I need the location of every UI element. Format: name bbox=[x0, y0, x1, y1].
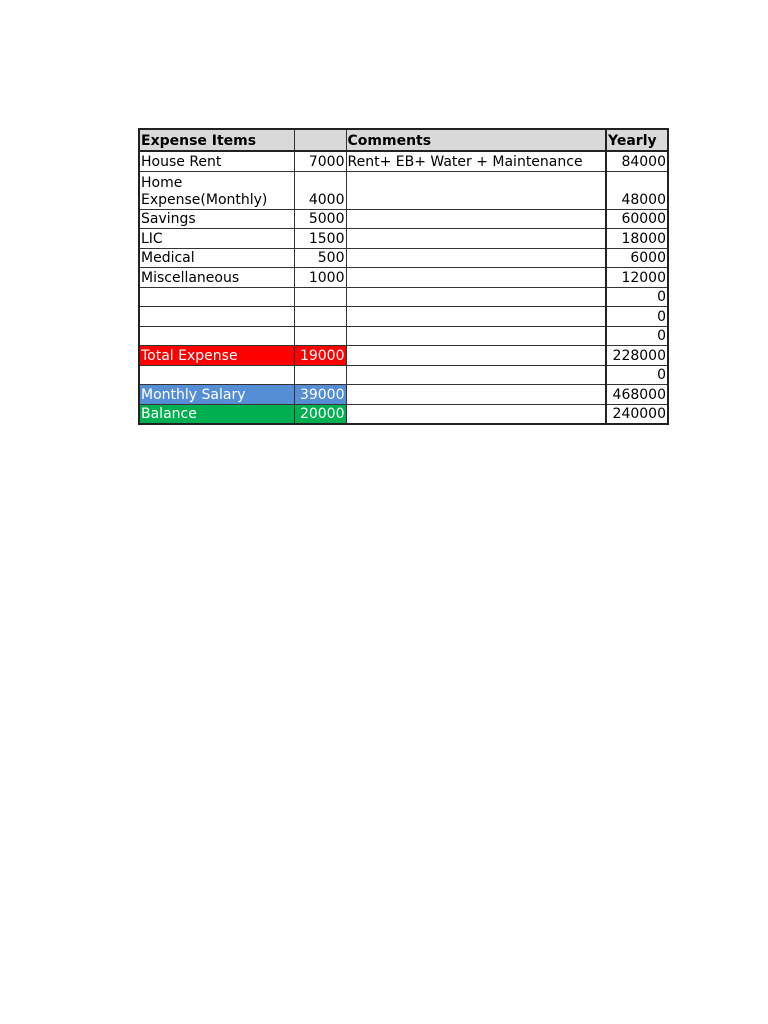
cell-yearly[interactable]: 6000 bbox=[606, 248, 668, 268]
cell-item[interactable]: House Rent bbox=[139, 151, 294, 171]
cell-comment[interactable] bbox=[346, 209, 606, 229]
cell-comment[interactable] bbox=[346, 307, 606, 327]
table-row bbox=[139, 171, 668, 209]
table-row bbox=[139, 307, 668, 327]
cell-amount[interactable]: 5000 bbox=[294, 209, 346, 229]
cell-yearly[interactable]: 0 bbox=[606, 307, 668, 327]
cell-amount[interactable]: 1500 bbox=[294, 229, 346, 249]
total-expense-row bbox=[139, 346, 668, 366]
cell-comment[interactable] bbox=[346, 248, 606, 268]
cell-amount[interactable] bbox=[294, 365, 346, 385]
cell-comment[interactable] bbox=[346, 268, 606, 288]
header-yearly[interactable]: Yearly bbox=[606, 129, 668, 151]
monthly-salary-amount[interactable]: 39000 bbox=[294, 385, 346, 405]
balance-row bbox=[139, 404, 668, 424]
cell-amount[interactable] bbox=[294, 287, 346, 307]
monthly-salary-label[interactable]: Monthly Salary bbox=[139, 385, 294, 405]
total-expense-label[interactable]: Total Expense bbox=[139, 346, 294, 366]
cell-yearly[interactable]: 18000 bbox=[606, 229, 668, 249]
cell-item[interactable] bbox=[139, 307, 294, 327]
cell-item[interactable] bbox=[139, 287, 294, 307]
cell-item[interactable]: Home Expense(Monthly) bbox=[139, 171, 294, 209]
cell-item[interactable]: Savings bbox=[139, 209, 294, 229]
balance-amount[interactable]: 20000 bbox=[294, 404, 346, 424]
cell-comment[interactable] bbox=[346, 365, 606, 385]
header-expense-items[interactable]: Expense Items bbox=[139, 129, 294, 151]
cell-amount[interactable] bbox=[294, 307, 346, 327]
table-row bbox=[139, 209, 668, 229]
cell-item[interactable]: Miscellaneous bbox=[139, 268, 294, 288]
cell-comment[interactable] bbox=[346, 385, 606, 405]
cell-comment[interactable] bbox=[346, 171, 606, 209]
cell-comment[interactable] bbox=[346, 229, 606, 249]
cell-comment[interactable]: Rent+ EB+ Water + Maintenance bbox=[346, 151, 606, 171]
cell-comment[interactable] bbox=[346, 326, 606, 346]
table-row bbox=[139, 248, 668, 268]
table-row bbox=[139, 151, 668, 171]
header-amount[interactable] bbox=[294, 129, 346, 151]
cell-yearly[interactable]: 84000 bbox=[606, 151, 668, 171]
cell-item[interactable] bbox=[139, 365, 294, 385]
cell-item[interactable] bbox=[139, 326, 294, 346]
total-expense-yearly[interactable]: 228000 bbox=[606, 346, 668, 366]
cell-comment[interactable] bbox=[346, 346, 606, 366]
cell-item[interactable]: LIC bbox=[139, 229, 294, 249]
total-expense-amount[interactable]: 19000 bbox=[294, 346, 346, 366]
header-row bbox=[139, 129, 668, 151]
header-comments[interactable]: Comments bbox=[346, 129, 606, 151]
cell-item[interactable]: Medical bbox=[139, 248, 294, 268]
cell-comment[interactable] bbox=[346, 287, 606, 307]
monthly-salary-yearly[interactable]: 468000 bbox=[606, 385, 668, 405]
monthly-salary-row bbox=[139, 385, 668, 405]
table-row bbox=[139, 287, 668, 307]
table-row bbox=[139, 229, 668, 249]
cell-comment[interactable] bbox=[346, 404, 606, 424]
table-row bbox=[139, 365, 668, 385]
cell-yearly[interactable]: 0 bbox=[606, 365, 668, 385]
cell-amount[interactable]: 7000 bbox=[294, 151, 346, 171]
table-row bbox=[139, 268, 668, 288]
cell-yearly[interactable]: 0 bbox=[606, 326, 668, 346]
cell-amount[interactable]: 4000 bbox=[294, 171, 346, 209]
cell-yearly[interactable]: 12000 bbox=[606, 268, 668, 288]
cell-yearly[interactable]: 48000 bbox=[606, 171, 668, 209]
table-row bbox=[139, 326, 668, 346]
cell-amount[interactable]: 500 bbox=[294, 248, 346, 268]
expense-table bbox=[138, 128, 669, 425]
cell-amount[interactable] bbox=[294, 326, 346, 346]
cell-yearly[interactable]: 60000 bbox=[606, 209, 668, 229]
cell-yearly[interactable]: 0 bbox=[606, 287, 668, 307]
balance-label[interactable]: Balance bbox=[139, 404, 294, 424]
cell-amount[interactable]: 1000 bbox=[294, 268, 346, 288]
balance-yearly[interactable]: 240000 bbox=[606, 404, 668, 424]
